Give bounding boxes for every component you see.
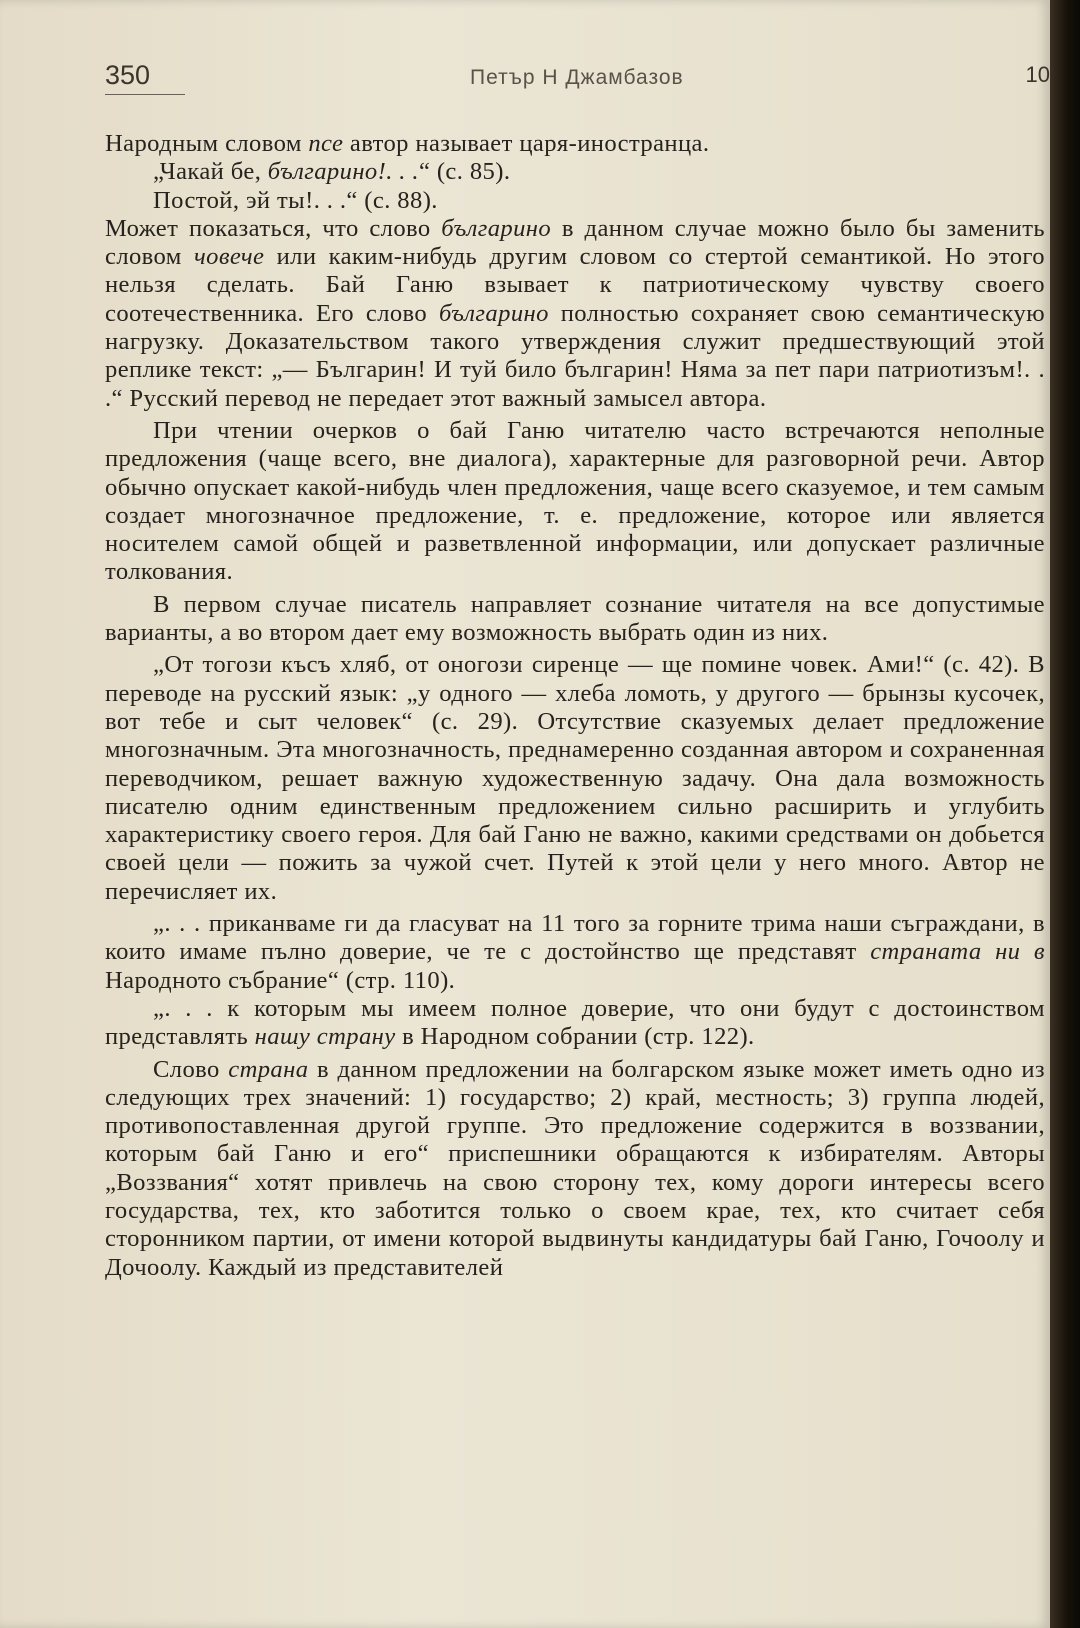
- body-text: [105, 130, 1045, 1282]
- italic-run: страна: [228, 1055, 309, 1083]
- paragraph: [105, 1056, 1045, 1282]
- page-number: 350: [105, 60, 151, 90]
- paragraph: [105, 417, 1045, 587]
- text-run: При чтении очерков о бай Ганю читателю часто встречаются неполные предложения (чаще всего, вне диалога), характерные для разговорной речи. Автор обычно опускает какой-нибудь член предложения, чаще всего сказуемое, и тем самым создает многозначное предложение, т. е. предложение, которое или является носителем самой общей и разветвленной информации, или допускает различные толкования.: [105, 416, 1045, 586]
- paragraph: [105, 158, 1045, 186]
- text-run: „. . . приканваме ги да гласуват на 11 того за горните трима наши съграждани, в които имаме пълно доверие, че те с достойнство ще представят: [105, 910, 1045, 966]
- paragraph: [105, 995, 1045, 1052]
- text-run: „Чакай бе,: [153, 158, 268, 186]
- paragraph: [105, 651, 1045, 906]
- paragraph: [105, 591, 1045, 648]
- italic-run: страната ни в: [870, 938, 1045, 966]
- text-run: „От тогози късъ хляб, от оногози сиренце — ще помине човек. Ами!“ (с. 42). В переводе на русский язык: „у одного — хлеба ломоть, у другого — брынзы кусочек, вот тебе и сыт человек“ (с. 29). Отсутствие сказуемых делает предложение многозначным. Эта многозначность, преднамеренно созданная автором и сохраненная переводчиком, решает важную художественную задачу. Она дала возможность писателю одним единственным предложением сильно расширить и углубить характеристику своего героя. Для бай Ганю не важно, какими средствами он добьется своей цели — пожить за чужой счет. Путей к этой цели у него много. Автор не перечисляет их.: [105, 651, 1045, 905]
- text-run: полностью сохраняет свою семантическую нагрузку. Доказательством такого утверждения служит предшествующий этой реплике текст: „— Българин! И туй било българин! Няма за пет пари патриотизъм!. . .“ Русский перевод не передает этот важный замысел автора.: [105, 299, 1045, 412]
- text-run: в Народном собрании (стр. 122).: [395, 1023, 755, 1051]
- text-run: или каким-нибудь другим словом со стертой семантикой. Но этого нельзя сделать. Бай Ганю взывает к патриотическому чувству своего соотечественника. Его слово: [105, 243, 1045, 327]
- paragraph: [105, 910, 1045, 995]
- text-run: Слово: [153, 1055, 229, 1083]
- paragraph: [105, 130, 1045, 158]
- text-run: Народным словом: [105, 130, 309, 157]
- text-run: Постой, эй ты!. . .“ (с. 88).: [153, 186, 438, 214]
- italic-run: човече: [193, 243, 265, 271]
- paragraph: [105, 187, 1045, 215]
- italic-run: нашу страну: [254, 1023, 396, 1051]
- text-run: В первом случае писатель направляет сознание читателя на все допустимые варианты, а во втором дает ему возможность выбрать один из них.: [105, 590, 1045, 647]
- text-run: Может показаться, что слово: [105, 214, 442, 242]
- running-title: Петър Н Джамбазов: [470, 66, 684, 89]
- corner-number: 10: [1025, 62, 1050, 87]
- text-run: в данном предложении на болгарском языке может иметь одно из следующих трех значений: 1) государство; 2) край, местность; 3) группа людей, противопоставленная другой группе. Это предложение содержится в воззвании, которым бай Ганю и его“ приспешники обращаются к избирателям. Авторы „Воззвания“ хотят привлечь на свою сторону тех, кому дороги интересы всего государства, тех, кто заботится только о своем крае, тех, кто считает себя сторонником партии, от имени которой выдвинуты кандидатуры бай Ганю, Гочоолу и Дочоолу. Каждый из представителей: [105, 1055, 1046, 1281]
- page-header: [105, 58, 1050, 98]
- italic-run: българино: [441, 214, 552, 242]
- text-run: „. . . к которым мы имеем полное доверие, что они будут с достоинством представлять: [105, 994, 1045, 1051]
- text-run: в данном случае можно было бы заменить словом: [105, 214, 1045, 271]
- italic-run: псе: [308, 130, 344, 157]
- header-rule: [105, 94, 185, 95]
- text-run: Народното събрание“ (стр. 110).: [105, 966, 456, 994]
- italic-run: българино!. . .: [267, 158, 419, 186]
- book-spine-edge: [1050, 0, 1080, 1628]
- italic-run: българино: [438, 299, 549, 327]
- text-run: автор называет царя-иностранца.: [343, 130, 710, 157]
- text-run: “ (с. 85).: [418, 158, 511, 186]
- paragraph: [105, 215, 1045, 413]
